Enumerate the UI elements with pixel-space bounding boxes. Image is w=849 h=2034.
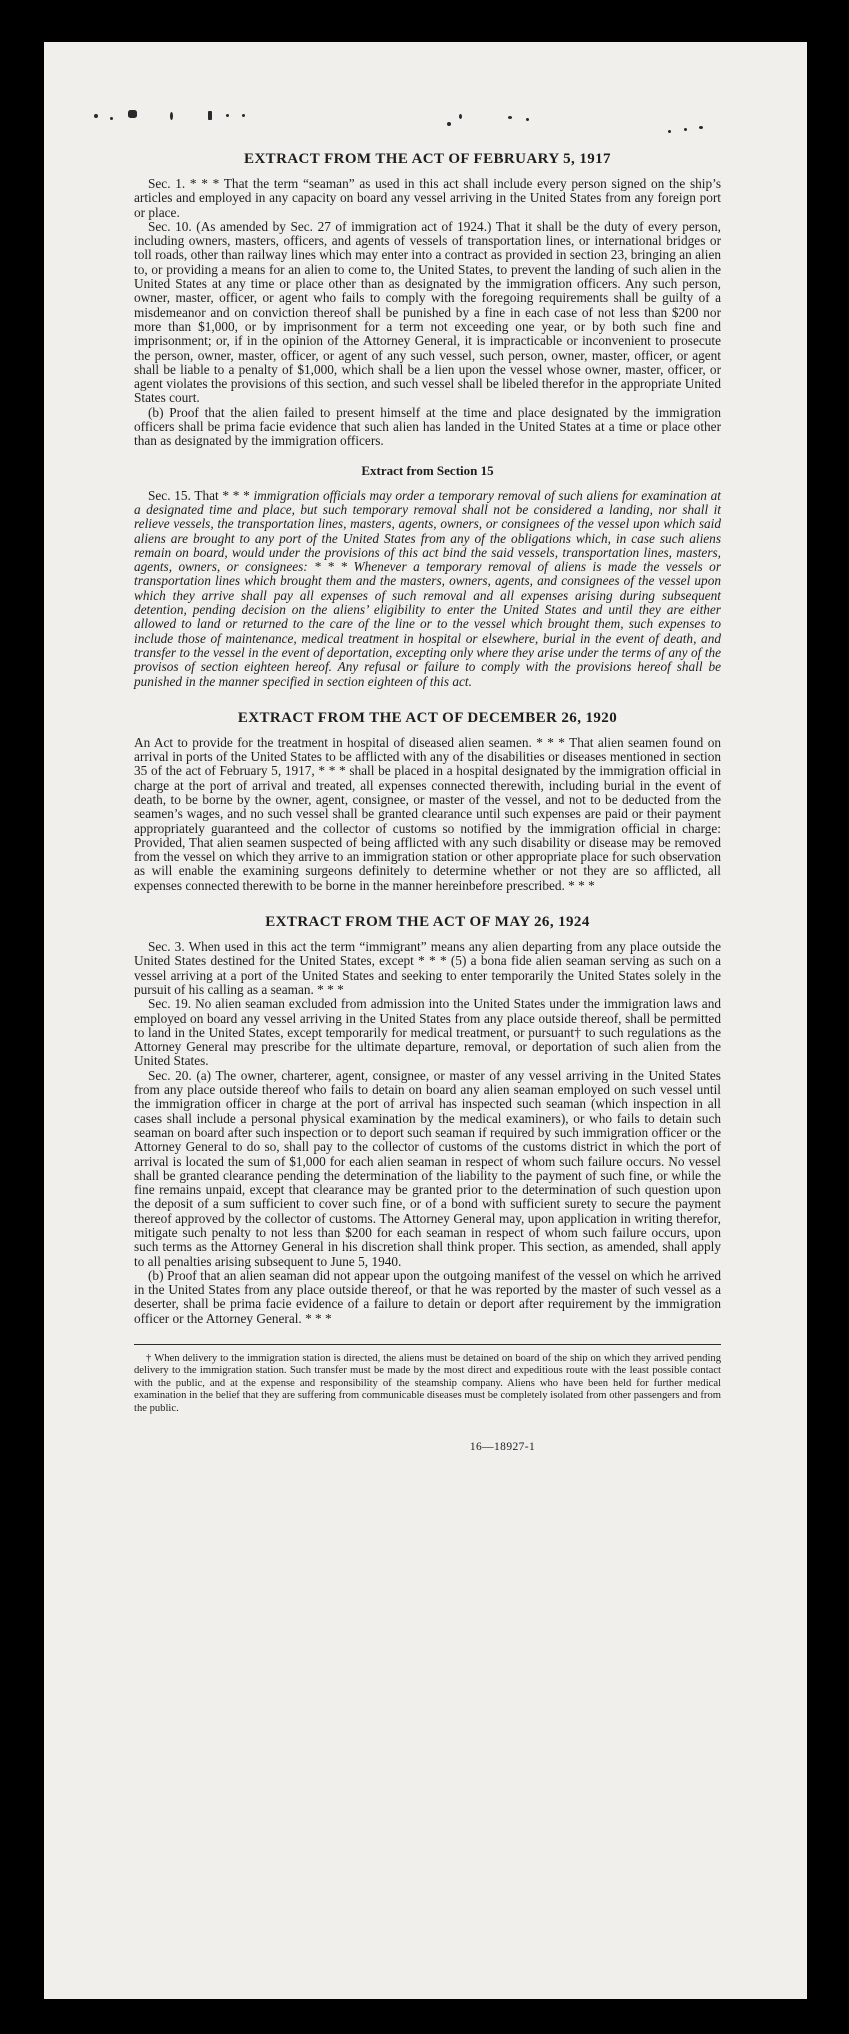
section-15-lead: Sec. 15. That * * * <box>148 487 254 503</box>
section-15-text <box>134 489 721 689</box>
heading-act-1917: EXTRACT FROM THE ACT OF FEBRUARY 5, 1917 <box>244 151 611 167</box>
heading-act-1924: EXTRACT FROM THE ACT OF MAY 26, 1924 <box>265 914 590 931</box>
form-number: 16—18927-1 <box>469 1441 536 1454</box>
section-3-text: Sec. 3. When used in this act the term “immigrant” means any alien departing from any place outside the United States destined for the United States, except * * * (5) a bona fide alien seaman serving as such on a vessel arriving at a port of the United States and seeking to enter temporarily the United States solely in the pursuit of his calling as a seaman. * * * <box>134 939 721 997</box>
heading-section-15: Extract from Section 15 <box>361 462 494 478</box>
section-15-body: immigration officials may order a temporary removal of such aliens for examination at a designated time and place, but such temporary removal shall not be considered a landing, nor shall it relieve vessels, the transportation lines, masters, agents, owners, or consignees of the vessel upon which said aliens are brought to any port of the United States from any of the obligations which, in case such aliens remain on board, would under the provisions of this act bind the said vessels, transportation lines, masters, agents, owners, or consignees: * * * Whenever a temporary removal of aliens is made the vessels or transportation lines which brought them and the masters, owners, agents, and consignees of the vessel upon which they arrive shall pay all expenses of such removal and all expenses arising during subsequent detention, pending decision on the aliens’ eligibility to enter the United States and until they are either allowed to land or returned to the care of the line or to the vessel which brought them, such expenses to include those of maintenance, medical treatment in hospital or elsewhere, burial in the event of death, and transfer to the vessel in the event of deportation, excepting only where they arise under the terms of any of the provisos of section eighteen hereof. Any refusal or failure to comply with the provisions hereof shall be punished in the manner specified in section eighteen of this act. <box>134 487 721 689</box>
section-1-text: Sec. 1. * * * That the term “seaman” as used in this act shall include every person signed on the ship’s articles and employed in any capacity on board any vessel arriving in the United States from any foreign port or place. <box>134 176 721 220</box>
section-10-text: Sec. 10. (As amended by Sec. 27 of immigration act of 1924.) That it shall be the duty of every person, including owners, masters, officers, and agents of vessels of transportation lines, or international bridges or toll roads, other than railway lines which may enter into a contract as provided in section 23, bringing an alien to, or providing a means for an alien to come to, the United States, to prevent the landing of such alien in the United States at any time or place other than as designated by the immigration officers. Any such person, owner, master, officer, or agent who fails to comply with the foregoing requirements shall be guilty of a misdemeanor and on conviction thereof shall be punished by a fine in each case of not less than $200 nor more than $1,000, or by imprisonment for a term not exceeding one year, or by both such fine and imprisonment; or, if in the opinion of the Attorney General, it is impracticable or inconvenient to prosecute the person, owner, master, officer, or agent of any such vessel, such person, owner, master, officer, or agent shall be liable to a penalty of $1,000, which shall be a lien upon the vessel whose owner, master, officer, or agent violates the provisions of this section, and such vessel shall be libeled therefor in the appropriate United States court. <box>134 218 721 406</box>
section-20-text: Sec. 20. (a) The owner, charterer, agent, consignee, or master of any vessel arriving in the United States from any place outside thereof who fails to detain on board any alien seaman employed on such vessel until the immigration officer in charge at the port of arrival has inspected such seaman (which inspection in all cases shall include a personal physical examination by the medical examiners), or who fails to detain such seaman on board after such inspection or to deport such seaman if required by such immigration officer or the Attorney General to do so, shall pay to the collector of customs of the customs district in which the port of arrival is located the sum of $1,000 for each alien seaman in respect of whom such failure occurs. No vessel shall be granted clearance pending the determination of the liability to the payment of such fine, or while the fine remains unpaid, except that clearance may be granted prior to the determination of such question upon the deposit of a sum sufficient to cover such fine, or of a bond with sufficient surety to secure the payment thereof approved by the collector of customs. The Attorney General may, upon application in writing therefor, mitigate such penalty to not less than $200 for each seaman in respect of whom such failure occurs, upon such terms as the Attorney General in his discretion shall think proper. This section, as amended, shall apply to all penalties arising subsequent to June 5, 1940. <box>134 1067 721 1269</box>
footnote: † When delivery to the immigration station is directed, the aliens must be detained on board of the ship on which they arrived pending delivery to the immigration station. Such transfer must be made by the most direct and expeditious route with the least possible contact with the public, and at the expense and responsibility of the steamship company. Aliens who have been held for further medical examination in the belief that they are suffering from communicable diseases must be completely isolated from other passengers and from the public. <box>134 1353 721 1414</box>
section-20b-text: (b) Proof that an alien seaman did not appear upon the outgoing manifest of the vessel on which he arrived in the United States from any place outside thereof, or that he was reported by the master of such vessel as a deserter, shall be prima facie evidence of a failure to detain or deport after requirement by the immigration officer or the Attorney General. * * * <box>134 1267 721 1326</box>
heading-act-1920: EXTRACT FROM THE ACT OF DECEMBER 26, 1920 <box>237 709 618 726</box>
scan-artifacts <box>44 108 807 148</box>
section-19-text: Sec. 19. No alien seaman excluded from admission into the United States under the immigration laws and employed on board any vessel arriving in the United States from any place outside thereof, shall be permitted to land in the United States, except temporarily for medical treatment, or pursuant† to such regulations as the Attorney General may prescribe for the ultimate departure, removal, or deportation of such alien from the United States. <box>134 996 721 1069</box>
act-1920-text: An Act to provide for the treatment in hospital of diseased alien seamen. * * * That alien seamen found on arrival in ports of the United States to be afflicted with any of the disabilities or diseases mentioned in section 35 of the act of February 5, 1917, * * * shall be placed in a hospital designated by the immigration official in charge at the port of arrival and treated, all expenses connected therewith, including burial in the event of death, to be borne by the owner, agent, consignee, or master of the vessel, and not to be deducted from the seamen’s wages, and no such vessel shall be granted clearance until such expenses are paid or their payment appropriately guaranteed and the collector of customs so notified by the immigration official in charge: Provided, That alien seamen suspected of being afflicted with any such disability or disease may be removed from the vessel on which they arrive to an immigration station or other appropriate place for such observation as will enable the examining surgeons definitely to determine whether or not they are so afflicted, all expenses connected therewith to be borne in the manner hereinbefore prescribed. * * * <box>134 734 721 893</box>
footnote-divider <box>134 1344 721 1345</box>
document-page <box>44 42 807 1999</box>
section-10b-text: (b) Proof that the alien failed to present himself at the time and place designated by the immigration officers shall be prima facie evidence that such alien has landed in the United States at a time or place other than as designated by the immigration officers. <box>134 404 721 449</box>
